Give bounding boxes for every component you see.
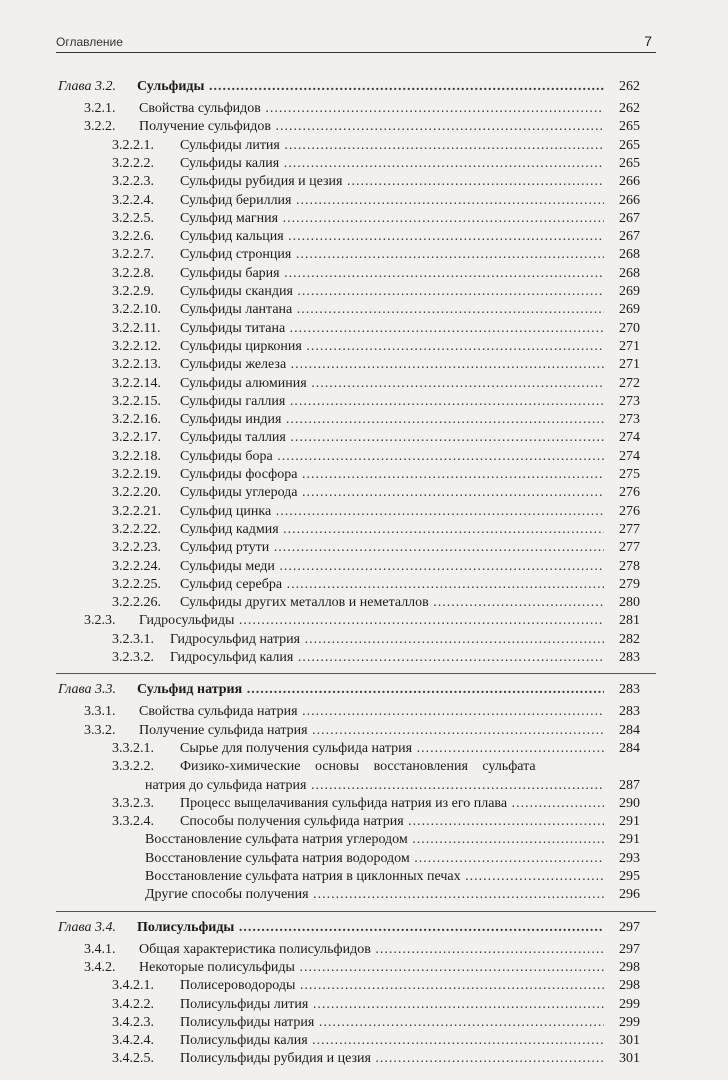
entry-page: 271 xyxy=(619,338,640,354)
entry-page: 275 xyxy=(619,467,640,482)
toc-entry xyxy=(0,631,728,649)
toc-entry xyxy=(0,320,728,338)
toc-entry xyxy=(0,118,728,136)
entry-page: 297 xyxy=(619,919,640,935)
entry-number: 3.2.2.19. xyxy=(112,467,161,482)
entry-title: Свойства сульфидов ..... xyxy=(139,100,604,118)
toc-entry xyxy=(0,594,728,612)
entry-title: Полисульфиды ..... xyxy=(137,919,604,937)
entry-page: 276 xyxy=(619,485,640,501)
entry-number: 3.4.1. xyxy=(84,941,116,957)
entry-page: 290 xyxy=(619,795,640,811)
entry-number: 3.4.2.3. xyxy=(112,1014,154,1030)
entry-number: 3.3.2.4. xyxy=(112,814,154,830)
entry-page: 278 xyxy=(619,558,640,574)
entry-number: 3.2.2.5. xyxy=(112,210,154,226)
entry-number: Глава 3.3. xyxy=(58,682,116,698)
entry-number: 3.2.2.12. xyxy=(112,338,161,354)
entry-page: 284 xyxy=(619,740,640,756)
entry-title: Другие способы получения ..... xyxy=(145,886,604,904)
toc-entry xyxy=(0,356,728,374)
entry-title: Сырье для получения сульфида натрия ..... xyxy=(180,740,604,758)
entry-page: 296 xyxy=(619,887,640,903)
entry-number: 3.4.2.1. xyxy=(112,978,154,994)
toc-entry xyxy=(0,813,728,831)
entry-title: Общая характеристика полисульфидов ..... xyxy=(139,941,604,959)
toc-entry xyxy=(0,137,728,155)
entry-title: Сульфиды железа ..... xyxy=(180,356,604,374)
entry-number: 3.2.2.21. xyxy=(112,503,161,519)
entry-title: Физико-химические основы восстановления сульфата xyxy=(180,759,536,775)
entry-page: 281 xyxy=(619,613,640,629)
toc-entry xyxy=(0,466,728,484)
toc-entry xyxy=(0,558,728,576)
chapter-separator xyxy=(56,673,656,674)
toc-entry xyxy=(0,173,728,191)
entry-title: Сульфиды лантана ..... xyxy=(180,301,604,319)
entry-number: 3.2.2.18. xyxy=(112,448,161,464)
toc-entry xyxy=(0,100,728,118)
toc-chapter-entry xyxy=(0,919,728,937)
entry-page: 273 xyxy=(619,393,640,409)
toc-entry xyxy=(0,795,728,813)
toc-entry xyxy=(0,484,728,502)
entry-number: 3.2.2.22. xyxy=(112,521,161,537)
entry-page: 273 xyxy=(619,412,640,428)
entry-title: Полисульфиды натрия ..... xyxy=(180,1014,604,1032)
entry-number: 3.2.2.23. xyxy=(112,540,161,556)
toc-entry xyxy=(0,503,728,521)
entry-title: Сульфиды бария ..... xyxy=(180,265,604,283)
entry-title: Сульфиды бора ..... xyxy=(180,448,604,466)
entry-page: 269 xyxy=(619,302,640,318)
entry-number: 3.3.2.1. xyxy=(112,740,154,756)
entry-number: 3.2.2.3. xyxy=(112,174,154,190)
toc-entry xyxy=(0,265,728,283)
toc-entry xyxy=(0,283,728,301)
entry-page: 272 xyxy=(619,375,640,391)
entry-title: Получение сульфидов ..... xyxy=(139,118,604,136)
toc-entry xyxy=(0,192,728,210)
entry-title: Сульфид ртути ..... xyxy=(180,539,604,557)
entry-title: Сульфиды скандия ..... xyxy=(180,283,604,301)
entry-title: Некоторые полисульфиды ..... xyxy=(139,959,604,977)
entry-number: 3.3.2.3. xyxy=(112,795,154,811)
entry-title: Полисульфиды лития ..... xyxy=(180,996,604,1014)
toc-entry xyxy=(0,393,728,411)
entry-number: 3.2.2.26. xyxy=(112,595,161,611)
entry-page: 283 xyxy=(619,682,640,698)
entry-number: 3.2.2. xyxy=(84,119,116,135)
toc-entry xyxy=(0,703,728,721)
toc-entry xyxy=(0,521,728,539)
entry-number: 3.2.2.2. xyxy=(112,155,154,171)
entry-number: 3.2.2.6. xyxy=(112,229,154,245)
toc-entry xyxy=(0,722,728,740)
entry-number: Глава 3.2. xyxy=(58,79,116,94)
entry-number: 3.2.2.10. xyxy=(112,302,161,318)
toc-entry xyxy=(0,576,728,594)
entry-page: 265 xyxy=(619,155,640,171)
entry-number: 3.2.2.16. xyxy=(112,412,161,428)
entry-number: 3.2.2.20. xyxy=(112,485,161,501)
entry-number: 3.2.2.1. xyxy=(112,137,154,153)
entry-title: Гидросульфид натрия ..... xyxy=(170,631,604,649)
toc-entry xyxy=(0,758,728,776)
toc-entry xyxy=(0,301,728,319)
toc-entry xyxy=(0,155,728,173)
entry-title: Сульфиды галлия ..... xyxy=(180,393,604,411)
entry-number: 3.2.2.15. xyxy=(112,393,161,409)
entry-title: Сульфиды ..... xyxy=(137,78,604,96)
toc-entry xyxy=(0,941,728,959)
entry-number: 3.2.2.13. xyxy=(112,357,161,373)
entry-number: 3.3.2.2. xyxy=(112,759,154,775)
entry-page: 274 xyxy=(619,430,640,446)
toc-entry xyxy=(0,539,728,557)
entry-page: 265 xyxy=(619,137,640,153)
toc-chapter-entry xyxy=(0,681,728,699)
entry-title: Восстановление сульфата натрия углеродом ..... xyxy=(145,831,604,849)
entry-number: 3.2.3. xyxy=(84,613,116,629)
entry-title: Сульфид цинка ..... xyxy=(180,503,604,521)
entry-page: 271 xyxy=(619,357,640,373)
entry-number: 3.2.2.14. xyxy=(112,375,161,391)
entry-title: Процесс выщелачивания сульфида натрия из его плава ..... xyxy=(180,795,604,813)
entry-number: 3.3.2. xyxy=(84,722,116,738)
entry-page: 267 xyxy=(619,229,640,245)
entry-page: 277 xyxy=(619,540,640,556)
toc-chapter-entry xyxy=(0,78,728,96)
entry-page: 298 xyxy=(619,978,640,994)
toc-entry xyxy=(0,886,728,904)
entry-page: 291 xyxy=(619,814,640,830)
entry-page: 291 xyxy=(619,832,640,848)
entry-number: 3.4.2. xyxy=(84,959,116,975)
toc-entry xyxy=(0,228,728,246)
entry-title: Восстановление сульфата натрия водородом ..... xyxy=(145,850,604,868)
toc-entry xyxy=(0,831,728,849)
entry-number: 3.2.2.17. xyxy=(112,430,161,446)
entry-title: Полисульфиды калия ..... xyxy=(180,1032,604,1050)
entry-title: Способы получения сульфида натрия ..... xyxy=(180,813,604,831)
entry-title: Сульфиды лития ..... xyxy=(180,137,604,155)
entry-title: Сульфиды фосфора ..... xyxy=(180,466,604,484)
entry-title: Сульфид натрия ..... xyxy=(137,681,604,699)
entry-number: 3.2.2.24. xyxy=(112,558,161,574)
entry-number: 3.4.2.2. xyxy=(112,996,154,1012)
toc-entry xyxy=(0,996,728,1014)
entry-title: Полисульфиды рубидия и цезия ..... xyxy=(180,1050,604,1068)
toc-entry xyxy=(0,246,728,264)
entry-title: Сульфиды алюминия ..... xyxy=(180,375,604,393)
toc-entry xyxy=(0,1032,728,1050)
entry-page: 268 xyxy=(619,247,640,263)
entry-page: 268 xyxy=(619,265,640,281)
entry-title: натрия до сульфида натрия ..... xyxy=(145,777,604,795)
toc-entry xyxy=(0,649,728,667)
entry-number: 3.2.1. xyxy=(84,101,116,116)
entry-number: 3.2.3.1. xyxy=(112,631,154,647)
entry-number: 3.2.2.7. xyxy=(112,247,154,263)
entry-page: 266 xyxy=(619,192,640,208)
entry-title: Гидросульфид калия ..... xyxy=(170,649,604,667)
entry-title: Восстановление сульфата натрия в циклонных печах ..... xyxy=(145,868,604,886)
entry-page: 284 xyxy=(619,722,640,738)
entry-page: 301 xyxy=(619,1033,640,1049)
entry-number: 3.4.2.4. xyxy=(112,1033,154,1049)
entry-page: 283 xyxy=(619,704,640,720)
toc-entry xyxy=(0,1014,728,1032)
entry-title: Сульфиды индия ..... xyxy=(180,411,604,429)
entry-title: Сульфиды меди ..... xyxy=(180,558,604,576)
entry-page: 279 xyxy=(619,576,640,592)
entry-page: 274 xyxy=(619,448,640,464)
entry-page: 293 xyxy=(619,850,640,866)
entry-page: 299 xyxy=(619,996,640,1012)
entry-title: Сульфиды углерода ..... xyxy=(180,484,604,502)
entry-title: Сульфид серебра ..... xyxy=(180,576,604,594)
toc-entry xyxy=(0,448,728,466)
entry-page: 269 xyxy=(619,284,640,299)
entry-page: 276 xyxy=(619,503,640,519)
toc-entry xyxy=(0,1050,728,1068)
entry-number: 3.2.2.9. xyxy=(112,284,154,299)
entry-page: 301 xyxy=(619,1051,640,1067)
toc-entry xyxy=(0,375,728,393)
toc-entry xyxy=(0,959,728,977)
entry-page: 266 xyxy=(619,174,640,190)
entry-page: 299 xyxy=(619,1014,640,1030)
entry-page: 270 xyxy=(619,320,640,336)
entry-page: 262 xyxy=(619,79,640,94)
toc-entry xyxy=(0,777,728,795)
entry-page: 277 xyxy=(619,521,640,537)
entry-number: 3.2.3.2. xyxy=(112,650,154,665)
entry-title: Гидросульфиды ..... xyxy=(139,612,604,630)
toc-entry xyxy=(0,612,728,630)
toc-entry xyxy=(0,977,728,995)
entry-number: Глава 3.4. xyxy=(58,919,116,935)
entry-title: Сульфиды циркония ..... xyxy=(180,338,604,356)
entry-title: Сульфид магния ..... xyxy=(180,210,604,228)
entry-number: 3.2.2.4. xyxy=(112,192,154,208)
entry-number: 3.2.2.25. xyxy=(112,576,161,592)
toc-entry xyxy=(0,210,728,228)
toc-entry xyxy=(0,868,728,886)
page-number: 7 xyxy=(644,33,652,49)
toc-entry xyxy=(0,429,728,447)
entry-page: 295 xyxy=(619,869,640,884)
entry-title: Свойства сульфида натрия ..... xyxy=(139,703,604,721)
entry-number: 3.3.1. xyxy=(84,704,116,720)
section-title: Оглавление xyxy=(56,35,123,49)
chapter-separator xyxy=(56,911,656,912)
entry-page: 283 xyxy=(619,650,640,665)
entry-number: 3.2.2.8. xyxy=(112,265,154,281)
entry-title: Сульфид стронция ..... xyxy=(180,246,604,264)
entry-title: Сульфиды таллия ..... xyxy=(180,429,604,447)
entry-title: Сульфиды других металлов и неметаллов ..... xyxy=(180,594,604,612)
entry-page: 262 xyxy=(619,101,640,116)
entry-page: 280 xyxy=(619,595,640,611)
entry-number: 3.2.2.11. xyxy=(112,320,161,336)
entry-title: Сульфид кадмия ..... xyxy=(180,521,604,539)
entry-title: Получение сульфида натрия ..... xyxy=(139,722,604,740)
entry-title: Полисероводороды ..... xyxy=(180,977,604,995)
entry-page: 287 xyxy=(619,777,640,793)
entry-title: Сульфиды рубидия и цезия ..... xyxy=(180,173,604,191)
entry-page: 265 xyxy=(619,119,640,135)
toc-entry xyxy=(0,850,728,868)
entry-page: 282 xyxy=(619,631,640,647)
toc-entry xyxy=(0,411,728,429)
toc-entry xyxy=(0,338,728,356)
entry-page: 298 xyxy=(619,959,640,975)
entry-title: Сульфид бериллия ..... xyxy=(180,192,604,210)
entry-title: Сульфиды калия ..... xyxy=(180,155,604,173)
entry-page: 267 xyxy=(619,210,640,226)
entry-title: Сульфиды титана ..... xyxy=(180,320,604,338)
toc-entry xyxy=(0,740,728,758)
entry-title: Сульфид кальция ..... xyxy=(180,228,604,246)
entry-page: 297 xyxy=(619,941,640,957)
entry-number: 3.4.2.5. xyxy=(112,1051,154,1067)
